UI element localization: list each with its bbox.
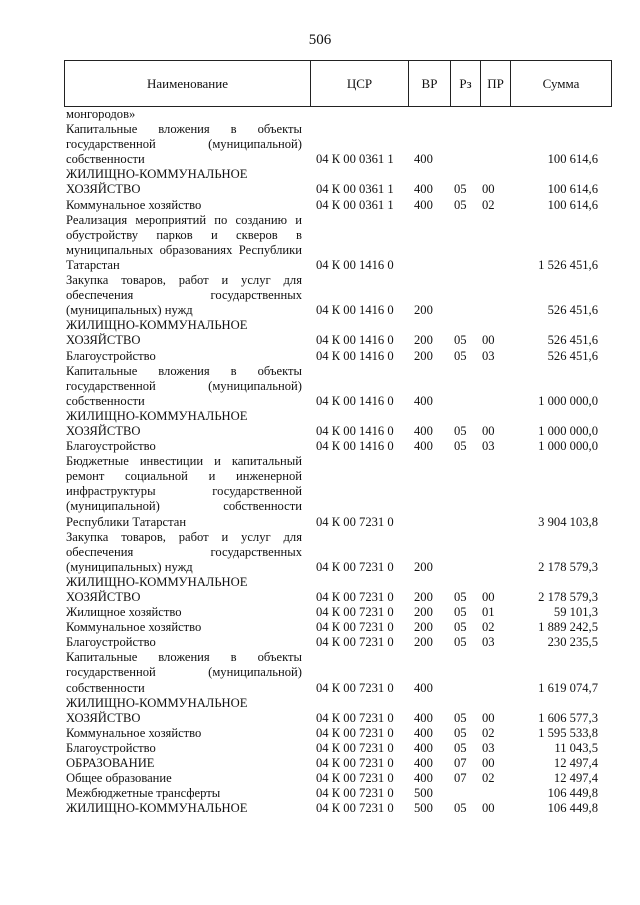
row-sum: 1 619 074,7 xyxy=(538,680,598,695)
table-row xyxy=(0,152,640,167)
row-rz: 05 xyxy=(454,197,467,212)
row-rz: 05 xyxy=(454,710,467,725)
table-row xyxy=(0,454,640,469)
row-pr: 00 xyxy=(482,333,495,348)
row-name: Капитальные вложения в объекты xyxy=(66,650,302,665)
row-rz: 05 xyxy=(454,620,467,635)
table-row xyxy=(0,243,640,258)
row-name: обеспечения государственных xyxy=(66,288,302,303)
row-name: Капитальные вложения в объекты xyxy=(66,363,302,378)
row-csr: 04 К 00 1416 0 xyxy=(316,303,394,318)
row-name: Благоустройство xyxy=(66,348,156,363)
table-row xyxy=(0,213,640,228)
row-sum: 11 043,5 xyxy=(554,740,598,755)
row-sum: 100 614,6 xyxy=(547,197,598,212)
row-sum: 100 614,6 xyxy=(547,152,598,167)
row-name: ХОЗЯЙСТВО xyxy=(66,590,141,604)
row-csr: 04 К 00 7231 0 xyxy=(316,620,394,635)
row-sum: 526 451,6 xyxy=(547,303,598,318)
row-vr: 400 xyxy=(414,423,433,438)
row-pr: 02 xyxy=(482,197,495,212)
row-pr: 03 xyxy=(482,439,495,454)
row-name: ЖИЛИЩНО-КОММУНАЛЬНОЕ xyxy=(66,318,248,333)
row-name: Закупка товаров, работ и услуг для xyxy=(66,529,302,544)
row-vr: 500 xyxy=(414,786,433,801)
row-vr: 200 xyxy=(414,620,433,635)
table-row xyxy=(0,590,640,605)
row-csr: 04 К 00 7231 0 xyxy=(316,740,394,755)
row-name: государственной (муниципальной) xyxy=(66,665,302,680)
table-row xyxy=(0,726,640,741)
table-row xyxy=(0,137,640,152)
table-row xyxy=(0,515,640,530)
table-row xyxy=(0,228,640,243)
table-row xyxy=(0,635,640,650)
table-row xyxy=(0,756,640,771)
row-name: Благоустройство xyxy=(66,635,156,650)
row-csr: 04 К 00 0361 1 xyxy=(316,152,394,167)
page-number: 506 xyxy=(308,32,332,48)
table-row xyxy=(0,364,640,379)
row-pr: 01 xyxy=(482,605,495,620)
table-row xyxy=(0,545,640,560)
table-row xyxy=(0,801,640,816)
row-vr: 400 xyxy=(414,771,433,786)
table-row xyxy=(0,575,640,590)
table-body xyxy=(0,107,640,816)
row-rz: 07 xyxy=(454,771,467,786)
row-sum: 1 595 533,8 xyxy=(538,725,598,740)
row-name: Коммунальное хозяйство xyxy=(66,197,202,212)
row-sum: 230 235,5 xyxy=(547,635,598,650)
table-row xyxy=(0,530,640,545)
row-vr: 200 xyxy=(414,590,433,604)
table-row xyxy=(0,620,640,635)
row-csr: 04 К 00 7231 0 xyxy=(316,605,394,620)
row-csr: 04 К 00 7231 0 xyxy=(316,756,394,771)
row-csr: 04 К 00 1416 0 xyxy=(316,333,394,348)
table-row xyxy=(0,258,640,273)
row-pr: 03 xyxy=(482,635,495,650)
row-sum: 106 449,8 xyxy=(547,801,598,816)
row-name: ЖИЛИЩНО-КОММУНАЛЬНОЕ xyxy=(66,574,248,589)
row-name: собственности xyxy=(66,680,145,695)
row-rz: 07 xyxy=(454,756,467,771)
header-pr: ПР xyxy=(481,61,511,106)
table-row xyxy=(0,198,640,213)
table-row xyxy=(0,786,640,801)
row-name: монгородов» xyxy=(66,107,136,121)
table-row xyxy=(0,409,640,424)
row-csr: 04 К 00 1416 0 xyxy=(316,423,394,438)
header-name: Наименование xyxy=(65,61,311,106)
row-name: государственной (муниципальной) xyxy=(66,378,302,393)
row-sum: 59 101,3 xyxy=(553,605,598,620)
row-vr: 400 xyxy=(414,439,433,454)
row-csr: 04 К 00 7231 0 xyxy=(316,710,394,725)
table-row xyxy=(0,424,640,439)
row-name: Межбюджетные трансферты xyxy=(66,786,221,801)
row-name: Закупка товаров, работ и услуг для xyxy=(66,273,302,288)
table-row xyxy=(0,484,640,499)
row-csr: 04 К 00 1416 0 xyxy=(316,348,394,363)
row-pr: 03 xyxy=(482,348,495,363)
table-row xyxy=(0,167,640,182)
table-row xyxy=(0,499,640,514)
row-pr: 00 xyxy=(482,423,495,438)
row-name: собственности xyxy=(66,393,145,408)
row-rz: 05 xyxy=(454,423,467,438)
table-header xyxy=(64,60,612,107)
row-pr: 02 xyxy=(482,620,495,635)
table-row xyxy=(0,771,640,786)
table-row xyxy=(0,394,640,409)
row-name: ХОЗЯЙСТВО xyxy=(66,182,141,197)
row-vr: 400 xyxy=(414,393,433,408)
row-pr: 00 xyxy=(482,590,495,604)
header-csr: ЦСР xyxy=(311,61,409,106)
table-row xyxy=(0,741,640,756)
table-row xyxy=(0,696,640,711)
row-vr: 400 xyxy=(414,152,433,167)
row-rz: 05 xyxy=(454,439,467,454)
row-name: Капитальные вложения в объекты xyxy=(66,122,302,137)
row-vr: 200 xyxy=(414,333,433,348)
row-rz: 05 xyxy=(454,635,467,650)
row-name: (муниципальных) нужд xyxy=(66,559,193,574)
row-vr: 200 xyxy=(414,303,433,318)
row-sum: 2 178 579,3 xyxy=(538,590,598,604)
row-name: ХОЗЯЙСТВО xyxy=(66,423,141,438)
row-name: ЖИЛИЩНО-КОММУНАЛЬНОЕ xyxy=(66,408,248,423)
row-sum: 100 614,6 xyxy=(547,182,598,197)
row-name: ОБРАЗОВАНИЕ xyxy=(66,756,155,771)
row-name: ЖИЛИЩНО-КОММУНАЛЬНОЕ xyxy=(66,801,248,816)
row-pr: 02 xyxy=(482,771,495,786)
row-name: Реализация мероприятий по созданию и xyxy=(66,212,302,227)
row-pr: 00 xyxy=(482,756,495,771)
row-sum: 1 000 000,0 xyxy=(538,423,598,438)
row-vr: 200 xyxy=(414,559,433,574)
row-vr: 200 xyxy=(414,348,433,363)
row-csr: 04 К 00 7231 0 xyxy=(316,771,394,786)
row-sum: 3 904 103,8 xyxy=(538,514,598,529)
row-vr: 200 xyxy=(414,605,433,620)
row-name: ХОЗЯЙСТВО xyxy=(66,710,141,725)
row-name: Благоустройство xyxy=(66,439,156,454)
row-csr: 04 К 00 7231 0 xyxy=(316,680,394,695)
row-csr: 04 К 00 1416 0 xyxy=(316,257,394,272)
row-name: ремонт социальной и инженерной xyxy=(66,469,302,484)
table-row xyxy=(0,650,640,665)
row-rz: 05 xyxy=(454,333,467,348)
row-pr: 00 xyxy=(482,710,495,725)
row-pr: 03 xyxy=(482,740,495,755)
header-vr: ВР xyxy=(409,61,451,106)
row-vr: 500 xyxy=(414,801,433,816)
row-rz: 05 xyxy=(454,182,467,197)
table-row xyxy=(0,333,640,348)
row-pr: 02 xyxy=(482,725,495,740)
row-vr: 400 xyxy=(414,182,433,197)
row-sum: 1 606 577,3 xyxy=(538,710,598,725)
table-row xyxy=(0,665,640,680)
row-rz: 05 xyxy=(454,590,467,604)
row-name: ЖИЛИЩНО-КОММУНАЛЬНОЕ xyxy=(66,167,248,182)
row-name: Бюджетные инвестиции и капитальный xyxy=(66,454,302,469)
table-row xyxy=(0,349,640,364)
row-name: обеспечения государственных xyxy=(66,544,302,559)
row-csr: 04 К 00 7231 0 xyxy=(316,559,394,574)
table-row xyxy=(0,605,640,620)
row-sum: 2 178 579,3 xyxy=(538,559,598,574)
table-row xyxy=(0,469,640,484)
row-rz: 05 xyxy=(454,348,467,363)
table-row xyxy=(0,711,640,726)
row-sum: 1 526 451,6 xyxy=(538,257,598,272)
row-sum: 12 497,4 xyxy=(553,771,598,786)
row-name: Коммунальное хозяйство xyxy=(66,620,202,635)
row-csr: 04 К 00 7231 0 xyxy=(316,725,394,740)
row-pr: 00 xyxy=(482,182,495,197)
table-row xyxy=(0,681,640,696)
header-rz: Рз xyxy=(451,61,481,106)
row-vr: 400 xyxy=(414,680,433,695)
row-csr: 04 К 00 7231 0 xyxy=(316,786,394,801)
table-row xyxy=(0,560,640,575)
row-name: Общее образование xyxy=(66,771,172,786)
row-name: (муниципальной) собственности xyxy=(66,499,302,514)
table-row xyxy=(0,379,640,394)
table-row xyxy=(0,107,640,122)
table-row xyxy=(0,288,640,303)
table-row xyxy=(0,439,640,454)
table-row xyxy=(0,303,640,318)
row-csr: 04 К 00 1416 0 xyxy=(316,393,394,408)
row-vr: 400 xyxy=(414,725,433,740)
row-name: ЖИЛИЩНО-КОММУНАЛЬНОЕ xyxy=(66,695,248,710)
row-csr: 04 К 00 7231 0 xyxy=(316,635,394,650)
row-sum: 526 451,6 xyxy=(547,333,598,348)
table-row xyxy=(0,318,640,333)
row-rz: 05 xyxy=(454,605,467,620)
row-vr: 200 xyxy=(414,635,433,650)
table-row xyxy=(0,122,640,137)
row-name: Республики Татарстан xyxy=(66,514,187,529)
row-name: Жилищное хозяйство xyxy=(66,605,182,620)
row-vr: 400 xyxy=(414,710,433,725)
row-name: государственной (муниципальной) xyxy=(66,137,302,152)
row-name: Коммунальное хозяйство xyxy=(66,725,202,740)
row-csr: 04 К 00 1416 0 xyxy=(316,439,394,454)
row-name: муниципальных образованиях Республики xyxy=(66,242,302,257)
row-name: Благоустройство xyxy=(66,740,156,755)
header-sum: Сумма xyxy=(542,75,580,91)
row-name: обустройству парков и скверов в xyxy=(66,227,302,242)
row-csr: 04 К 00 7231 0 xyxy=(316,801,394,816)
row-name: (муниципальных) нужд xyxy=(66,303,193,318)
row-rz: 05 xyxy=(454,740,467,755)
row-rz: 05 xyxy=(454,725,467,740)
row-csr: 04 К 00 0361 1 xyxy=(316,182,394,197)
row-sum: 1 000 000,0 xyxy=(538,439,598,454)
row-rz: 05 xyxy=(454,801,467,816)
row-name: инфраструктуры государственной xyxy=(66,484,302,499)
row-csr: 04 К 00 7231 0 xyxy=(316,514,394,529)
row-name: ХОЗЯЙСТВО xyxy=(66,333,141,348)
row-vr: 400 xyxy=(414,756,433,771)
row-csr: 04 К 00 7231 0 xyxy=(316,590,394,604)
row-name: собственности xyxy=(66,152,145,167)
row-sum: 1 000 000,0 xyxy=(538,393,598,408)
row-pr: 00 xyxy=(482,801,495,816)
row-sum: 1 889 242,5 xyxy=(538,620,598,635)
row-vr: 400 xyxy=(414,740,433,755)
row-name: Татарстан xyxy=(66,257,120,272)
table-row xyxy=(0,273,640,288)
row-vr: 400 xyxy=(414,197,433,212)
row-sum: 526 451,6 xyxy=(547,348,598,363)
row-csr: 04 К 00 0361 1 xyxy=(316,197,394,212)
row-sum: 106 449,8 xyxy=(547,786,598,801)
table-row xyxy=(0,182,640,197)
row-sum: 12 497,4 xyxy=(553,756,598,771)
